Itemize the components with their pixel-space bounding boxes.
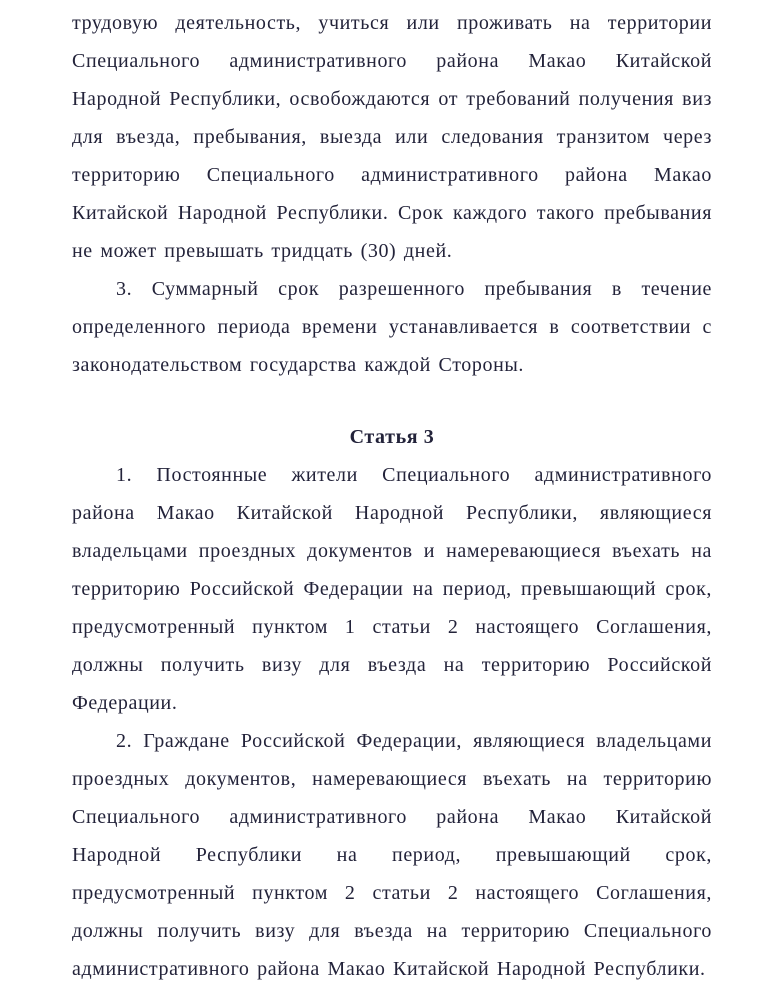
article-3-heading: Статья 3 xyxy=(349,426,435,448)
paragraph-article3-clause-2: 2. Граждане Российской Федерации, являющиеся владельцами проездных документов, намеревающиеся въехать на территорию Специального административного района Макао Китайской Народной Республики на период, превышающий срок, предусмотренный пунктом 2 статьи 2 настоящего Соглашения, должны получить визу для въезда на территорию Специального административного района Макао Китайской Народной Республики. xyxy=(72,730,712,980)
paragraph-visa-exemption-continuation: трудовую деятельность, учиться или проживать на территории Специального административного района Макао Китайской Народной Республики, освобождаются от требований получения виз для въезда, пребывания, выезда или следования транзитом через территорию Специального административного района Макао Китайской Народной Республики. Срок каждого такого пребывания не может превышать тридцать (30) дней. xyxy=(72,12,712,262)
paragraph-article3-clause-1: 1. Постоянные жители Специального административного района Макао Китайской Народной Республики, являющиеся владельцами проездных документов и намеревающиеся въехать на территорию Российской Федерации на период, превышающий срок, предусмотренный пунктом 1 статьи 2 настоящего Соглашения, должны получить визу для въезда на территорию Российской Федерации. xyxy=(72,464,712,714)
paragraph-article2-clause-3: 3. Суммарный срок разрешенного пребывания в течение определенного периода времени устанавливается в соответствии с законодательством государства каждой Стороны. xyxy=(72,278,712,376)
